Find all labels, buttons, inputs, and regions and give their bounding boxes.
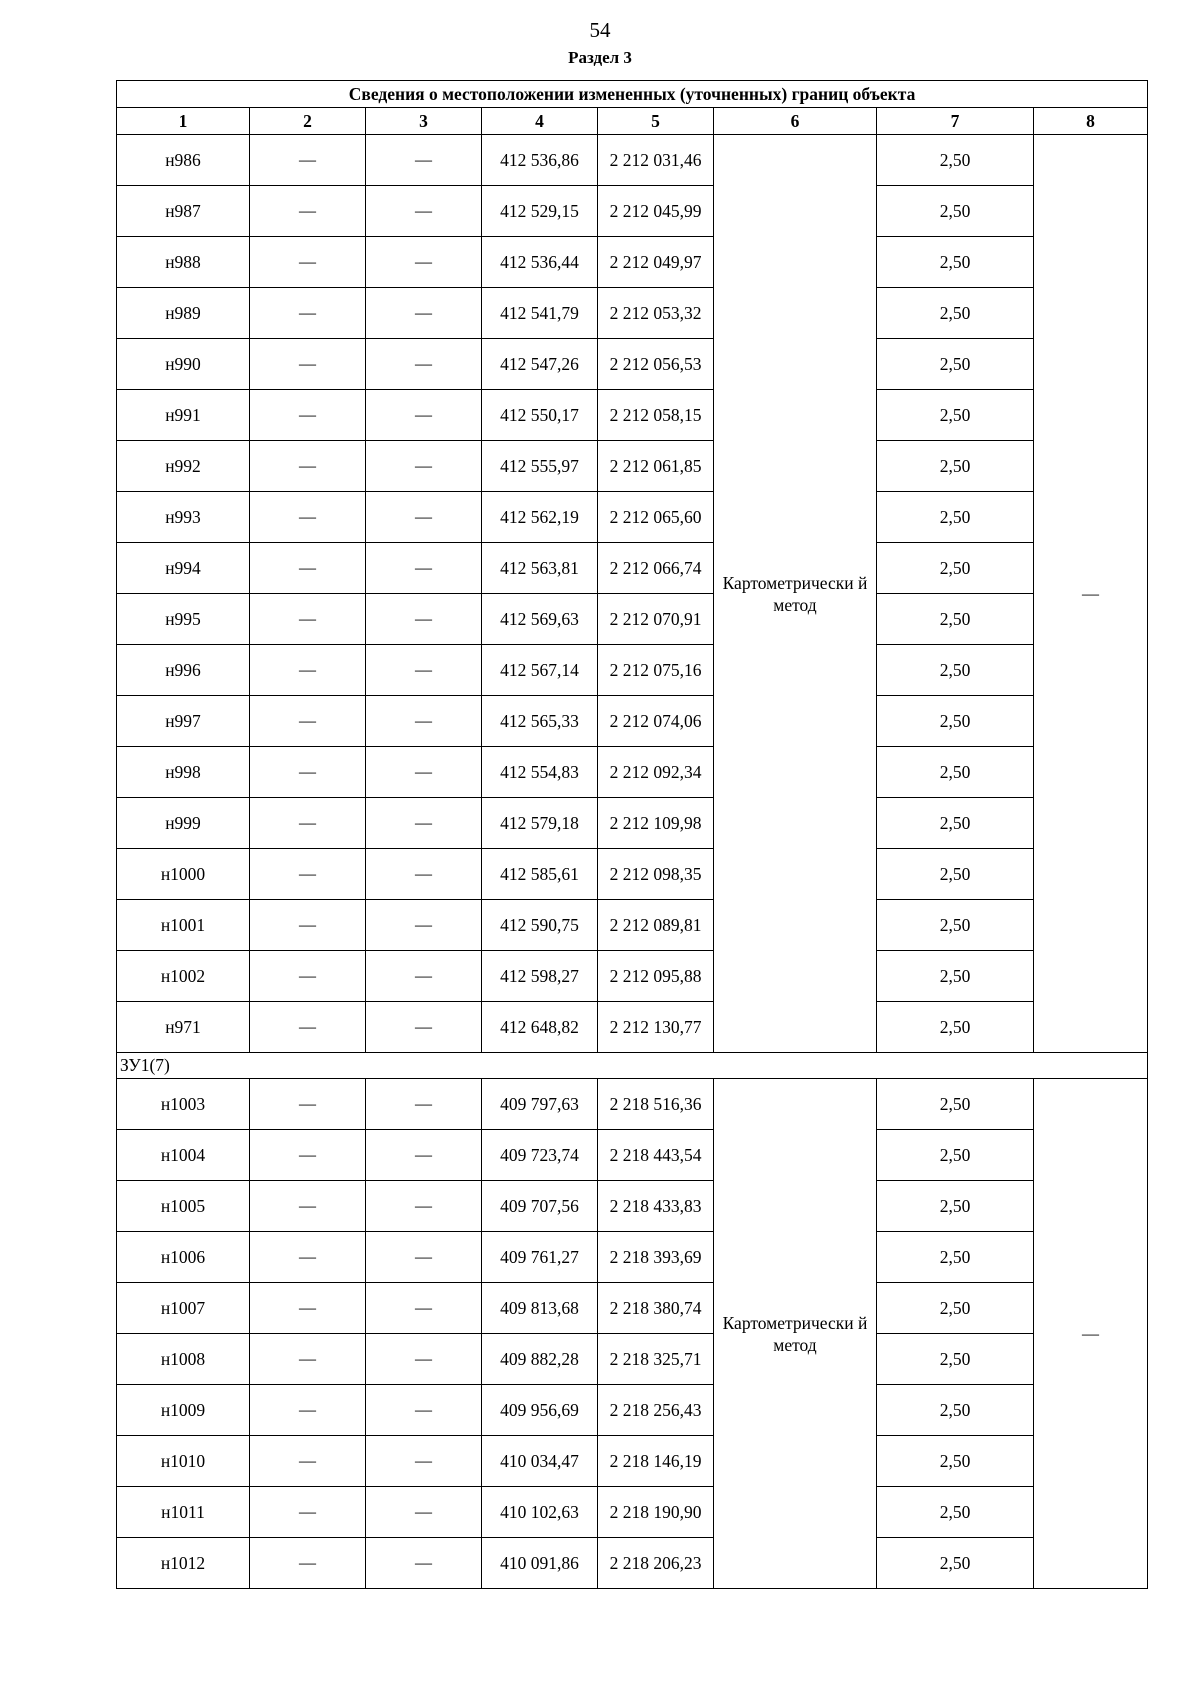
accuracy-cell: 2,50 [877,237,1034,288]
point-name-cell: н1012 [117,1538,250,1589]
table-row [117,849,1148,900]
table-row [117,1079,1148,1130]
point-name-cell: н1005 [117,1181,250,1232]
column-2-cell: — [250,1436,366,1487]
accuracy-cell: 2,50 [877,1538,1034,1589]
accuracy-cell: 2,50 [877,1079,1034,1130]
table-row [117,951,1148,1002]
x-coordinate-cell: 409 882,28 [482,1334,598,1385]
table-row [117,543,1148,594]
x-coordinate-cell: 409 956,69 [482,1385,598,1436]
point-name-cell: н990 [117,339,250,390]
accuracy-cell: 2,50 [877,543,1034,594]
accuracy-cell: 2,50 [877,135,1034,186]
x-coordinate-cell: 410 034,47 [482,1436,598,1487]
point-name-cell: н987 [117,186,250,237]
accuracy-cell: 2,50 [877,951,1034,1002]
page-number: 54 [589,18,611,42]
x-coordinate-cell: 412 563,81 [482,543,598,594]
y-coordinate-cell: 2 212 049,97 [598,237,714,288]
point-name-cell: н1002 [117,951,250,1002]
column-2-cell: — [250,288,366,339]
x-coordinate-cell: 412 565,33 [482,696,598,747]
column-3-cell: — [366,1181,482,1232]
column-2-cell: — [250,696,366,747]
column-3-cell: — [366,645,482,696]
table-row [117,1538,1148,1589]
accuracy-cell: 2,50 [877,441,1034,492]
column-3-cell: — [366,237,482,288]
column-3-cell: — [366,135,482,186]
y-coordinate-cell: 2 212 056,53 [598,339,714,390]
accuracy-cell: 2,50 [877,186,1034,237]
y-coordinate-cell: 2 212 031,46 [598,135,714,186]
x-coordinate-cell: 412 541,79 [482,288,598,339]
column-3-cell: — [366,1002,482,1053]
y-coordinate-cell: 2 218 190,90 [598,1487,714,1538]
table-row [117,900,1148,951]
y-coordinate-cell: 2 218 380,74 [598,1283,714,1334]
table-row [117,339,1148,390]
column-3-cell: — [366,1283,482,1334]
point-name-cell: н1009 [117,1385,250,1436]
y-coordinate-cell: 2 212 109,98 [598,798,714,849]
column-header: 4 [482,108,598,135]
point-name-cell: н971 [117,1002,250,1053]
column-3-cell: — [366,390,482,441]
accuracy-cell: 2,50 [877,1283,1034,1334]
table-row [117,441,1148,492]
x-coordinate-cell: 412 529,15 [482,186,598,237]
x-coordinate-cell: 412 598,27 [482,951,598,1002]
accuracy-cell: 2,50 [877,1002,1034,1053]
column-header: 7 [877,108,1034,135]
accuracy-cell: 2,50 [877,645,1034,696]
y-coordinate-cell: 2 212 065,60 [598,492,714,543]
column-3-cell: — [366,594,482,645]
column-2-cell: — [250,1181,366,1232]
table-body [117,135,1148,1589]
accuracy-cell: 2,50 [877,1385,1034,1436]
group-label: ЗУ1(7) [117,1053,1148,1079]
column-2-cell: — [250,186,366,237]
column-3-cell: — [366,339,482,390]
column-3-cell: — [366,288,482,339]
y-coordinate-cell: 2 218 256,43 [598,1385,714,1436]
x-coordinate-cell: 412 648,82 [482,1002,598,1053]
x-coordinate-cell: 412 569,63 [482,594,598,645]
column-2-cell: — [250,594,366,645]
section-title: Раздел 3 [568,48,632,67]
point-name-cell: н986 [117,135,250,186]
point-name-cell: н1004 [117,1130,250,1181]
column-2-cell: — [250,1002,366,1053]
y-coordinate-cell: 2 212 130,77 [598,1002,714,1053]
table-row [117,1130,1148,1181]
point-name-cell: н1006 [117,1232,250,1283]
accuracy-cell: 2,50 [877,1130,1034,1181]
table-row [117,390,1148,441]
column-header: 8 [1034,108,1148,135]
group-label-row [117,1053,1148,1079]
column-3-cell: — [366,543,482,594]
y-coordinate-cell: 2 212 053,32 [598,288,714,339]
table-row [117,237,1148,288]
x-coordinate-cell: 412 590,75 [482,900,598,951]
column-2-cell: — [250,237,366,288]
column-2-cell: — [250,390,366,441]
table-caption: Сведения о местоположении измененных (уточненных) границ объекта [117,81,1148,108]
x-coordinate-cell: 409 761,27 [482,1232,598,1283]
column-3-cell: — [366,492,482,543]
x-coordinate-cell: 412 536,86 [482,135,598,186]
y-coordinate-cell: 2 218 443,54 [598,1130,714,1181]
y-coordinate-cell: 2 218 206,23 [598,1538,714,1589]
x-coordinate-cell: 412 567,14 [482,645,598,696]
column-header: 1 [117,108,250,135]
table-row [117,1385,1148,1436]
column-3-cell: — [366,1334,482,1385]
point-name-cell: н993 [117,492,250,543]
column-2-cell: — [250,798,366,849]
y-coordinate-cell: 2 212 092,34 [598,747,714,798]
x-coordinate-cell: 412 555,97 [482,441,598,492]
x-coordinate-cell: 410 102,63 [482,1487,598,1538]
point-name-cell: н997 [117,696,250,747]
accuracy-cell: 2,50 [877,1487,1034,1538]
y-coordinate-cell: 2 212 066,74 [598,543,714,594]
x-coordinate-cell: 412 554,83 [482,747,598,798]
column-3-cell: — [366,1385,482,1436]
column-2-cell: — [250,1385,366,1436]
accuracy-cell: 2,50 [877,339,1034,390]
y-coordinate-cell: 2 212 070,91 [598,594,714,645]
column-3-cell: — [366,1079,482,1130]
x-coordinate-cell: 409 813,68 [482,1283,598,1334]
column-3-cell: — [366,1130,482,1181]
point-name-cell: н995 [117,594,250,645]
y-coordinate-cell: 2 218 325,71 [598,1334,714,1385]
column-3-cell: — [366,1232,482,1283]
x-coordinate-cell: 409 797,63 [482,1079,598,1130]
table-row [117,492,1148,543]
method-cell: Картометрически й метод [714,1079,877,1589]
accuracy-cell: 2,50 [877,594,1034,645]
table-row [117,1334,1148,1385]
accuracy-cell: 2,50 [877,747,1034,798]
table-row [117,1436,1148,1487]
accuracy-cell: 2,50 [877,390,1034,441]
column-3-cell: — [366,696,482,747]
accuracy-cell: 2,50 [877,492,1034,543]
x-coordinate-cell: 410 091,86 [482,1538,598,1589]
column-2-cell: — [250,339,366,390]
column-2-cell: — [250,747,366,798]
x-coordinate-cell: 412 579,18 [482,798,598,849]
column-2-cell: — [250,645,366,696]
point-name-cell: н1000 [117,849,250,900]
column-2-cell: — [250,1232,366,1283]
column-header: 3 [366,108,482,135]
point-name-cell: н1011 [117,1487,250,1538]
column-8-cell: — [1034,1079,1148,1589]
point-name-cell: н1008 [117,1334,250,1385]
y-coordinate-cell: 2 212 045,99 [598,186,714,237]
table-row [117,594,1148,645]
table-row [117,1283,1148,1334]
column-2-cell: — [250,849,366,900]
accuracy-cell: 2,50 [877,1436,1034,1487]
column-2-cell: — [250,900,366,951]
column-2-cell: — [250,1079,366,1130]
table-row [117,1002,1148,1053]
accuracy-cell: 2,50 [877,696,1034,747]
column-header: 5 [598,108,714,135]
column-3-cell: — [366,1487,482,1538]
table-row [117,645,1148,696]
y-coordinate-cell: 2 212 075,16 [598,645,714,696]
table-row [117,1181,1148,1232]
method-cell: Картометрически й метод [714,135,877,1053]
point-name-cell: н992 [117,441,250,492]
y-coordinate-cell: 2 212 074,06 [598,696,714,747]
table-row [117,135,1148,186]
x-coordinate-cell: 409 707,56 [482,1181,598,1232]
x-coordinate-cell: 412 547,26 [482,339,598,390]
column-3-cell: — [366,441,482,492]
y-coordinate-cell: 2 218 433,83 [598,1181,714,1232]
column-2-cell: — [250,951,366,1002]
accuracy-cell: 2,50 [877,900,1034,951]
accuracy-cell: 2,50 [877,849,1034,900]
column-3-cell: — [366,186,482,237]
column-2-cell: — [250,543,366,594]
point-name-cell: н989 [117,288,250,339]
x-coordinate-cell: 409 723,74 [482,1130,598,1181]
accuracy-cell: 2,50 [877,1334,1034,1385]
point-name-cell: н994 [117,543,250,594]
point-name-cell: н988 [117,237,250,288]
x-coordinate-cell: 412 562,19 [482,492,598,543]
table-row [117,696,1148,747]
boundary-coordinates-table [116,80,1148,1589]
x-coordinate-cell: 412 585,61 [482,849,598,900]
y-coordinate-cell: 2 218 516,36 [598,1079,714,1130]
y-coordinate-cell: 2 212 098,35 [598,849,714,900]
table-row [117,288,1148,339]
point-name-cell: н1003 [117,1079,250,1130]
y-coordinate-cell: 2 212 061,85 [598,441,714,492]
accuracy-cell: 2,50 [877,288,1034,339]
y-coordinate-cell: 2 212 058,15 [598,390,714,441]
point-name-cell: н999 [117,798,250,849]
column-2-cell: — [250,1334,366,1385]
column-3-cell: — [366,951,482,1002]
column-3-cell: — [366,849,482,900]
y-coordinate-cell: 2 212 089,81 [598,900,714,951]
point-name-cell: н996 [117,645,250,696]
y-coordinate-cell: 2 218 146,19 [598,1436,714,1487]
column-2-cell: — [250,135,366,186]
point-name-cell: н1010 [117,1436,250,1487]
column-3-cell: — [366,1436,482,1487]
y-coordinate-cell: 2 212 095,88 [598,951,714,1002]
column-2-cell: — [250,1487,366,1538]
point-name-cell: н998 [117,747,250,798]
table-row [117,186,1148,237]
point-name-cell: н991 [117,390,250,441]
accuracy-cell: 2,50 [877,1181,1034,1232]
x-coordinate-cell: 412 550,17 [482,390,598,441]
table-row [117,1487,1148,1538]
column-2-cell: — [250,1538,366,1589]
table-row [117,1232,1148,1283]
column-3-cell: — [366,747,482,798]
table-row [117,798,1148,849]
y-coordinate-cell: 2 218 393,69 [598,1232,714,1283]
column-header: 6 [714,108,877,135]
x-coordinate-cell: 412 536,44 [482,237,598,288]
column-3-cell: — [366,1538,482,1589]
column-2-cell: — [250,441,366,492]
column-3-cell: — [366,900,482,951]
column-3-cell: — [366,798,482,849]
table-row [117,747,1148,798]
column-2-cell: — [250,492,366,543]
accuracy-cell: 2,50 [877,798,1034,849]
column-header: 2 [250,108,366,135]
column-2-cell: — [250,1283,366,1334]
column-2-cell: — [250,1130,366,1181]
accuracy-cell: 2,50 [877,1232,1034,1283]
point-name-cell: н1007 [117,1283,250,1334]
column-8-cell: — [1034,135,1148,1053]
point-name-cell: н1001 [117,900,250,951]
